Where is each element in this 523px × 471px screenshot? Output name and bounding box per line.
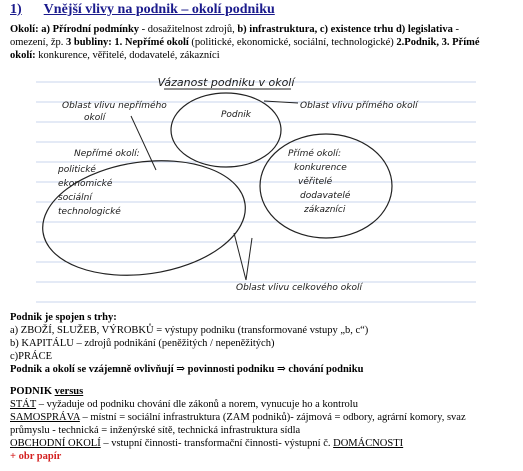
intro-bubbles-label: 3 bubliny: 1. Nepřímé okolí <box>65 37 189 48</box>
intro-text: omezení, žp. <box>10 37 66 48</box>
domacnosti-term: DOMÁCNOSTI <box>333 438 404 449</box>
diagram-title: Vázanost podniku v okolí <box>157 76 295 89</box>
podnik-label: Podnik <box>220 110 252 120</box>
intro-okoli-label: okolí: <box>10 50 36 61</box>
versus-samosprava-cont: průmyslu - technická = inženýrské sítě, technická infrastruktura sídla <box>10 425 301 436</box>
neprime-okoli-item: ekonomické <box>58 179 113 189</box>
heading-title: Vnější vlivy na podnik – okolí podniku <box>43 2 275 17</box>
prime-okoli-heading: Přímé okolí: <box>288 149 342 159</box>
notebook-diagram <box>36 68 476 308</box>
intro-text: - <box>452 24 459 35</box>
versus-samosprava <box>10 412 517 424</box>
prime-okoli-item: zákazníci <box>304 205 346 215</box>
neprime-okoli-heading: Nepřímé okolí: <box>74 149 140 159</box>
stat-term: STÁT <box>10 399 37 410</box>
versus-obchodni <box>10 438 517 450</box>
trhy-summary: Podnik a okolí se vzájemně ovlivňují ⇒ povinnosti podniku ⇒ chování podniku <box>10 364 364 375</box>
obchodni-text: – vstupní činnosti- transformační činnosti- výstupní č. <box>100 438 334 449</box>
extra-note: + obr papír <box>10 451 62 462</box>
intro-line-2 <box>10 37 517 49</box>
diagram-svg <box>36 68 476 308</box>
intro-bold-items: b) infrastruktura, c) existence trhu d) legislativa <box>237 24 453 35</box>
prime-okoli-item: věřitelé <box>298 177 333 187</box>
intro-line-3 <box>10 50 517 62</box>
neprime-okoli-item: politické <box>58 165 96 175</box>
intro-text: konkurence, věřitelé, dodavatelé, zákazníci <box>35 50 220 61</box>
oblast-neprimeho-label: Oblast vlivu nepřímého <box>62 101 167 111</box>
trhy-item-a: a) ZBOŽÍ, SLUŽEB, VÝROBKŮ = výstupy podniku (transformované vstupy „b, c“) <box>10 325 369 336</box>
oblast-neprimeho-label: okolí <box>84 113 106 123</box>
versus-heading <box>10 386 517 398</box>
trhy-item-c: c)PRÁCE <box>10 351 52 362</box>
trhy-heading: Podnik je spojen s trhy: <box>10 312 117 323</box>
versus-stat <box>10 399 517 411</box>
page-heading <box>10 2 275 18</box>
intro-text: (politické, ekonomické, sociální, technologické) <box>188 37 397 48</box>
prime-okoli-item: konkurence <box>294 163 347 173</box>
intro-text: - dosažitelnost zdrojů, <box>139 24 238 35</box>
versus-word: versus <box>54 386 84 397</box>
intro-bold-items: 2.Podnik, 3. Přímé <box>396 37 480 48</box>
samosprava-text: – místní = sociální infrastruktura (ZAM podniků)- zájmová = odbory, agrární komory, svaz <box>79 412 466 423</box>
oblast-primeho-label: Oblast vlivu přímého okolí <box>300 101 418 111</box>
oblast-celkoveho-label: Oblast vlivu celkového okolí <box>236 283 362 293</box>
prime-okoli-item: dodavatelé <box>300 191 351 201</box>
obchodni-term: OBCHODNÍ OKOLÍ <box>10 438 101 449</box>
intro-okoli-label: Okolí: a) Přírodní podmínky <box>10 24 140 35</box>
trhy-item-b: b) KAPITÁLU – zdrojů podnikání (peněžitých / nepeněžitých) <box>10 338 275 349</box>
neprime-okoli-item: technologické <box>58 207 121 217</box>
intro-line-1 <box>10 24 517 36</box>
heading-number: 1) <box>10 2 22 17</box>
stat-text: – vyžaduje od podniku chování dle zákonů a norem, vynucuje ho a kontrolu <box>36 399 358 410</box>
versus-podnik: PODNIK <box>10 386 55 397</box>
neprime-okoli-item: sociální <box>58 193 92 203</box>
samosprava-term: SAMOSPRÁVA <box>10 412 80 423</box>
